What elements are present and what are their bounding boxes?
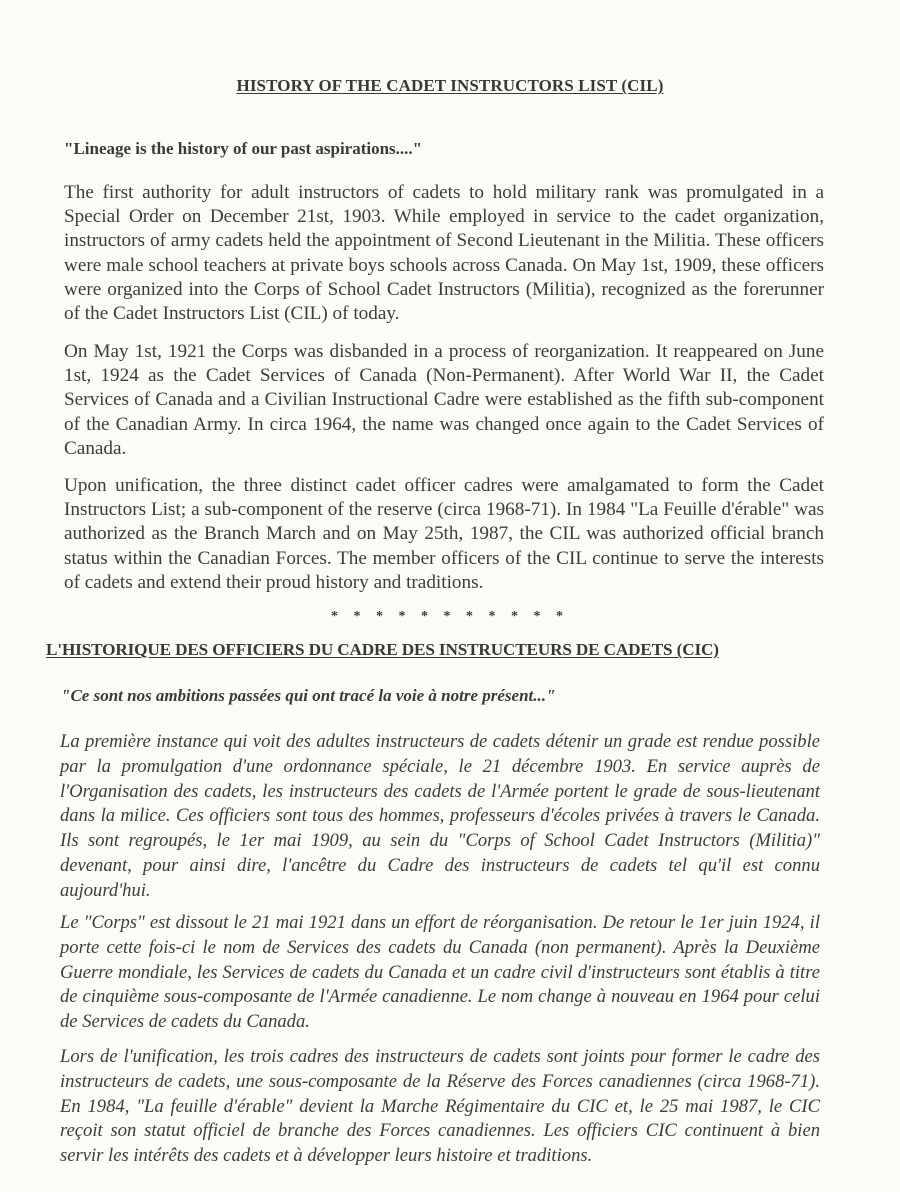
french-paragraph-1: La première instance qui voit des adultes instructeurs de cadets détenir un grade est rendue possible par la promulgation d'une ordonnance spéciale, le 21 décembre 1903. En service auprès de l'Organisation des cadets, les instructeurs des cadets de l'Armée portent le grade de sous-lieutenant dans la milice. Ces officiers sont tous des hommes, professeurs d'écoles privées à travers le Canada. Ils sont regroupés, le 1er mai 1909, au sein du "Corps of School Cadet Instructors (Militia)" devenant, pour ainsi dire, l'ancêtre du Cadre des instructeurs de cadets tel qu'il est connu aujourd'hui. — [60, 731, 820, 901]
english-epigraph: "Lineage is the history of our past aspirations...." — [64, 139, 423, 158]
english-paragraph-3: Upon unification, the three distinct cadet officer cadres were amalgamated to form the Cadet Instructors List; a sub-component of the reserve (circa 1968-71). In 1984 "La Feuille d'érable" was authorized as the Branch March and on May 25th, 1987, the CIL was authorized official branch status within the Canadian Forces. The member officers of the CIL continue to serve the interests of cadets and extend their proud history and traditions. — [64, 475, 824, 593]
english-title: HISTORY OF THE CADET INSTRUCTORS LIST (CIL) — [236, 76, 664, 95]
french-paragraph-2: Le "Corps" est dissout le 21 mai 1921 dans un effort de réorganisation. De retour le 1er juin 1924, il porte cette fois-ci le nom de Services des cadets du Canada (non permanent). Après la Deuxième Guerre mondiale, les Services de cadets du Canada et un cadre civil d'instructeurs sont établis à titre de cinquième sous-composante de l'Armée canadienne. Le nom change à nouveau en 1964 pour celui de Services de cadets du Canada. — [60, 912, 820, 1033]
french-paragraph-3: Lors de l'unification, les trois cadres des instructeurs de cadets sont joints pour former le cadre des instructeurs de cadets, une sous-composante de la Réserve des Forces canadiennes (circa 1968-71). En 1984, "La feuille d'érable" devient la Marche Régimentaire du CIC et, le 25 mai 1987, le CIC reçoit son statut officiel de branche des Forces canadiennes. Les officiers CIC continuent à bien servir les intérêts des cadets et à développer leurs histoire et traditions. — [60, 1046, 820, 1167]
french-title: L'HISTORIQUE DES OFFICIERS DU CADRE DES INSTRUCTEURS DE CADETS (CIC) — [46, 640, 719, 659]
english-paragraph-1: The first authority for adult instructors of cadets to hold military rank was promulgated in a Special Order on December 21st, 1903. While employed in service to the cadet organization, instructors of army cadets held the appointment of Second Lieutenant in the Militia. These officers were male school teachers at private boys schools across Canada. On May 1st, 1909, these officers were organized into the Corps of School Cadet Instructors (Militia), recognized as the forerunner of the Cadet Instructors List (CIL) of today. — [64, 182, 824, 325]
english-paragraph-2: On May 1st, 1921 the Corps was disbanded in a process of reorganization. It reappeared on June 1st, 1924 as the Cadet Services of Canada (Non-Permanent). After World War II, the Cadet Services of Canada and a Civilian Instructional Cadre were established as the fifth sub-component of the Canadian Army. In circa 1964, the name was changed once again to the Cadet Services of Canada. — [64, 341, 824, 459]
french-epigraph: "Ce sont nos ambitions passées qui ont tracé la voie à notre présent..." — [61, 686, 556, 705]
section-separator: * * * * * * * * * * * — [331, 609, 569, 624]
